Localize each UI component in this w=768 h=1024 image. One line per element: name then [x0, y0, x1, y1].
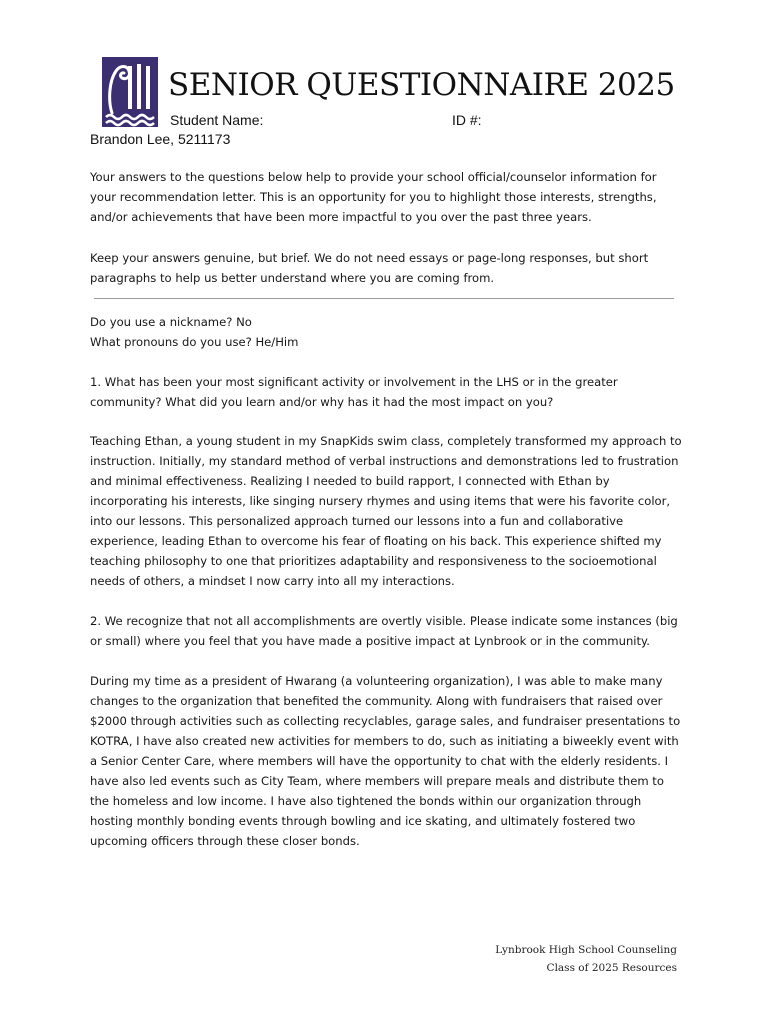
nickname-answer[interactable]: Do you use a nickname? No	[90, 315, 252, 329]
student-name-answer[interactable]: Brandon Lee, 5211173	[90, 131, 231, 147]
question-2: 2. We recognize that not all accomplishments are overtly visible. Please indicate some instances (big or small) where you feel that you have made a positive impact at Lynbrook or in the community.	[90, 614, 678, 648]
student-name-label: Student Name:	[170, 112, 264, 128]
page-title: SENIOR QUESTIONNAIRE 2025	[168, 67, 675, 103]
question-1: 1. What has been your most significant activity or involvement in the LHS or in the greater community? What did you learn and/or why has it had the most impact on you?	[90, 375, 618, 409]
answer-1[interactable]: Teaching Ethan, a young student in my SnapKids swim class, completely transformed my approach to instruction. Initially, my standard method of verbal instructions and demonstrations led to frustration and minimal effectiveness. Realizing I needed to build rapport, I connected with Ethan by incorporating his interests, like singing nursery rhymes and using items that were his favorite color, into our lessons. This personalized approach turned our lessons into a fun and collaborative experience, leading Ethan to overcome his fear of floating on his back. This experience shifted my teaching philosophy to one that prioritizes adaptability and responsiveness to the socioemotional needs of others, a mindset I now carry into all my interactions.	[90, 434, 682, 588]
footer	[495, 941, 677, 977]
intro-paragraph-1: Your answers to the questions below help to provide your school official/counselor information for your recommendation letter. This is an opportunity for you to highlight those interests, strengths, and/or achievements that have been more impactful to you over the past three years.	[90, 170, 657, 224]
pronouns-answer[interactable]: What pronouns do you use? He/Him	[90, 335, 299, 349]
section-divider	[94, 298, 674, 299]
intro-paragraph-2: Keep your answers genuine, but brief. We do not need essays or page-long responses, but short paragraphs to help us better understand where you are coming from.	[90, 251, 649, 285]
footer-line-1: Lynbrook High School Counseling	[495, 944, 677, 956]
id-label: ID #:	[452, 112, 482, 128]
footer-line-2: Class of 2025 Resources	[546, 962, 677, 974]
viking-ship-logo-icon	[102, 57, 158, 127]
answer-2[interactable]: During my time as a president of Hwarang (a volunteering organization), I was able to make many changes to the organization that benefited the community. Along with fundraisers that raised over $2000 through activities such as collecting recyclables, garage sales, and fundraiser presentations to KOTRA, I have also created new activities for members to do, such as initiating a biweekly event with a Senior Center Care, where members will have the opportunity to chat with the elderly residents. I have also led events such as City Team, where members will prepare meals and distribute them to the homeless and low income. I have also tightened the bonds within our organization through hosting monthly bonding events through bowling and ice skating, and ultimately fostered two upcoming officers through these closer bonds.	[90, 674, 681, 848]
